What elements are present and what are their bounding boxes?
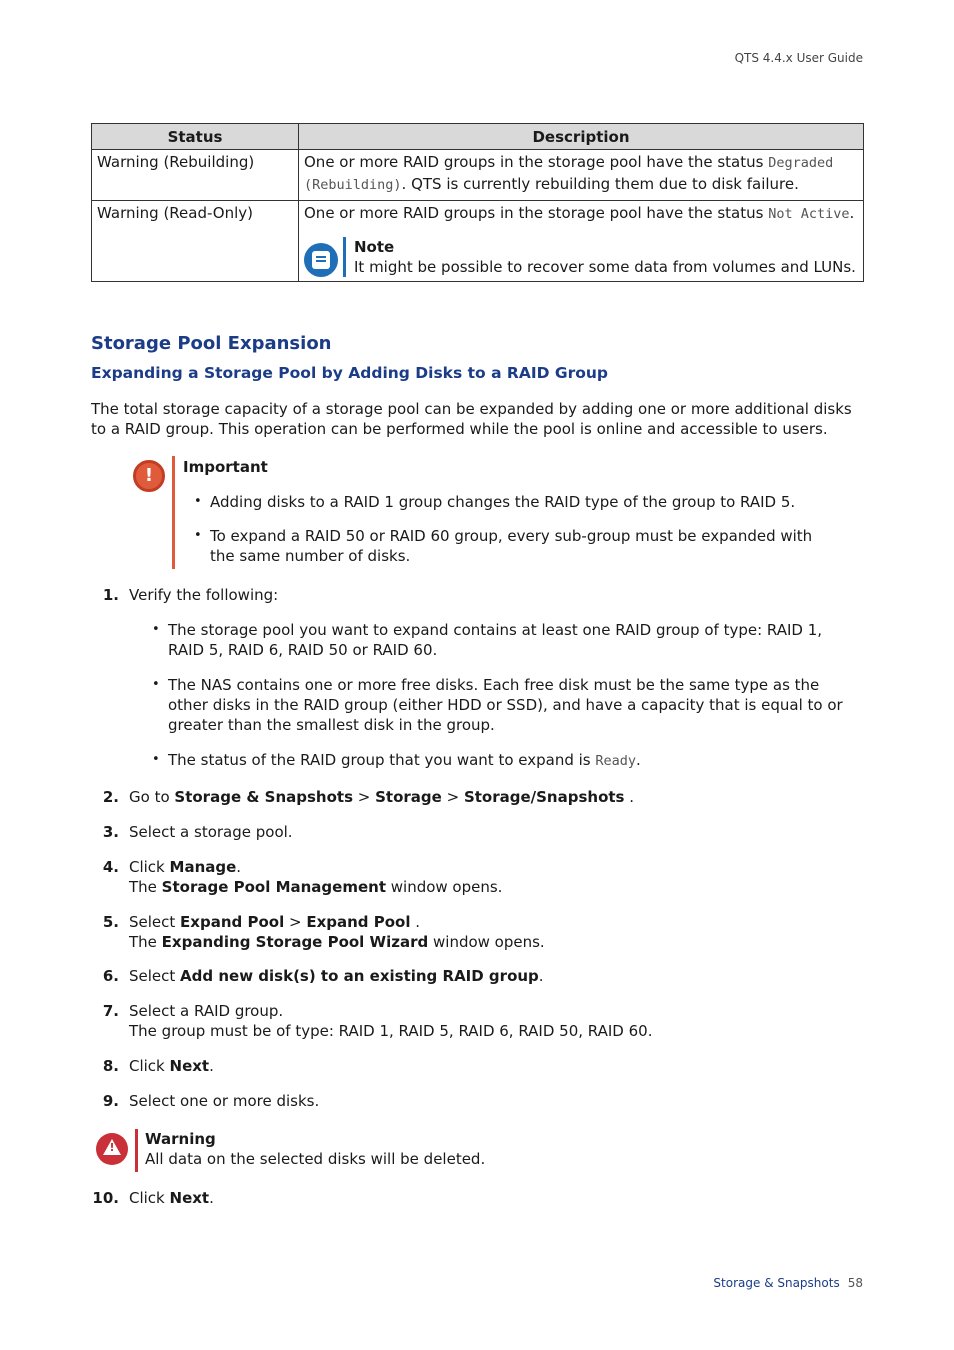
step-result: The bbox=[129, 878, 162, 896]
step-result: window opens. bbox=[428, 933, 545, 951]
note-callout bbox=[304, 237, 858, 277]
important-list bbox=[183, 492, 833, 566]
note-icon bbox=[304, 243, 338, 277]
step-4 bbox=[91, 857, 861, 897]
path-separator: > bbox=[441, 788, 464, 806]
step-text: Verify the following: bbox=[129, 586, 279, 604]
note-divider bbox=[343, 237, 346, 277]
step-number: 1. bbox=[102, 586, 119, 604]
step-number: 7. bbox=[102, 1002, 119, 1020]
step-text: Click bbox=[129, 858, 170, 876]
list-item: • To expand a RAID 50 or RAID 60 group, every sub-group must be expanded with the same number of disks. bbox=[183, 526, 833, 566]
description-cell bbox=[299, 201, 864, 282]
list-item-text: . bbox=[636, 751, 641, 769]
menu-path-item: Storage bbox=[375, 788, 442, 806]
warning-callout bbox=[96, 1129, 485, 1172]
description-text: . bbox=[849, 204, 855, 222]
step-text: . bbox=[209, 1057, 214, 1075]
warning-text: All data on the selected disks will be deleted. bbox=[145, 1150, 486, 1168]
warning-title: Warning bbox=[145, 1130, 216, 1148]
step-6 bbox=[91, 966, 861, 986]
note-title: Note bbox=[354, 238, 395, 256]
step-result: window opens. bbox=[385, 878, 503, 896]
list-item-text: The status of the RAID group that you want to expand is bbox=[168, 751, 596, 769]
ui-term: Expand Pool bbox=[180, 913, 285, 931]
warning-icon bbox=[96, 1133, 128, 1165]
important-callout bbox=[133, 456, 833, 569]
status-code: Degraded (Rebuilding) bbox=[304, 155, 834, 193]
list-item: • The NAS contains one or more free disks. Each free disk must be the same type as the other disks in the RAID group (either HDD or SSD), and have a capacity that is equal to or greater than the smallest disk in the group. bbox=[152, 675, 862, 735]
description-text: One or more RAID groups in the storage pool have the status bbox=[304, 204, 769, 222]
step-text: Select a RAID group. bbox=[129, 1002, 284, 1020]
path-separator: > bbox=[353, 788, 376, 806]
ui-term: Next bbox=[169, 1057, 210, 1075]
important-title: Important bbox=[183, 458, 268, 476]
step-7 bbox=[91, 1001, 861, 1041]
warning-divider bbox=[135, 1129, 138, 1172]
step-text: Go to bbox=[129, 788, 175, 806]
ui-term: Storage Pool Management bbox=[161, 878, 386, 896]
step-text: . bbox=[624, 788, 635, 806]
step-number: 5. bbox=[102, 913, 119, 931]
step-text: . bbox=[209, 1189, 214, 1207]
menu-path-item: Storage & Snapshots bbox=[174, 788, 353, 806]
step-text: Select one or more disks. bbox=[129, 1092, 320, 1110]
step-text: . bbox=[410, 913, 421, 931]
status-cell: Warning (Rebuilding) bbox=[92, 150, 299, 201]
intro-paragraph: The total storage capacity of a storage pool can be expanded by adding one or more additional disks to a RAID group. This operation can be performed while the pool is online and accessible to users. bbox=[91, 400, 852, 438]
ui-term: Expand Pool bbox=[306, 913, 411, 931]
step-10 bbox=[91, 1188, 861, 1208]
step-9 bbox=[91, 1091, 861, 1111]
list-item: • The storage pool you want to expand contains at least one RAID group of type: RAID 1, RAID 5, RAID 6, RAID 50 or RAID 60. bbox=[152, 620, 862, 660]
step-number: 3. bbox=[102, 823, 119, 841]
step-2 bbox=[91, 787, 861, 807]
table-row bbox=[92, 150, 864, 201]
step-result: The bbox=[129, 933, 162, 951]
description-cell bbox=[299, 150, 864, 201]
step-number: 4. bbox=[102, 858, 119, 876]
step-text: Select bbox=[129, 967, 181, 985]
exclamation-icon: ! bbox=[133, 460, 165, 492]
requirements-list bbox=[152, 620, 862, 786]
column-header-status: Status bbox=[92, 124, 299, 150]
note-text: It might be possible to recover some data from volumes and LUNs. bbox=[354, 258, 856, 276]
list-item bbox=[152, 750, 862, 771]
step-number: 9. bbox=[102, 1092, 119, 1110]
document-header: QTS 4.4.x User Guide bbox=[734, 51, 863, 65]
section-subtitle: Expanding a Storage Pool by Adding Disks to a RAID Group bbox=[91, 364, 609, 382]
page-footer bbox=[713, 1276, 863, 1290]
step-text: Select a storage pool. bbox=[129, 823, 293, 841]
step-number: 6. bbox=[102, 967, 119, 985]
ui-term: Add new disk(s) to an existing RAID group bbox=[180, 967, 539, 985]
section-title: Storage Pool Expansion bbox=[91, 333, 332, 354]
step-text: Click bbox=[129, 1057, 170, 1075]
step-3 bbox=[91, 822, 861, 842]
important-divider bbox=[172, 456, 175, 569]
step-text: Click bbox=[129, 1189, 170, 1207]
list-item: • Adding disks to a RAID 1 group changes the RAID type of the group to RAID 5. bbox=[183, 492, 833, 512]
status-code: Not Active bbox=[768, 206, 850, 222]
status-table bbox=[91, 123, 864, 282]
page-number: 58 bbox=[847, 1276, 863, 1290]
ui-term: Next bbox=[169, 1189, 210, 1207]
step-8 bbox=[91, 1056, 861, 1076]
ui-term: Expanding Storage Pool Wizard bbox=[161, 933, 429, 951]
footer-section: Storage & Snapshots bbox=[713, 1276, 840, 1290]
path-separator: > bbox=[284, 913, 307, 931]
step-1 bbox=[91, 585, 861, 605]
step-text: . bbox=[538, 967, 544, 985]
description-text: One or more RAID groups in the storage pool have the status bbox=[304, 153, 769, 171]
status-code: Ready bbox=[595, 753, 637, 769]
step-number: 2. bbox=[102, 788, 119, 806]
ui-term: Manage bbox=[169, 858, 237, 876]
step-text: . bbox=[236, 858, 242, 876]
table-row bbox=[92, 201, 864, 282]
table-header-row bbox=[92, 124, 864, 150]
step-5 bbox=[91, 912, 861, 952]
step-text: Select bbox=[129, 913, 181, 931]
description-text: . QTS is currently rebuilding them due to disk failure. bbox=[401, 175, 799, 193]
step-number: 10. bbox=[92, 1189, 119, 1207]
step-number: 8. bbox=[102, 1057, 119, 1075]
step-result: The group must be of type: RAID 1, RAID 5, RAID 6, RAID 50, RAID 60. bbox=[129, 1022, 653, 1040]
column-header-description: Description bbox=[299, 124, 864, 150]
menu-path-item: Storage/Snapshots bbox=[463, 788, 625, 806]
status-cell: Warning (Read-Only) bbox=[92, 201, 299, 282]
